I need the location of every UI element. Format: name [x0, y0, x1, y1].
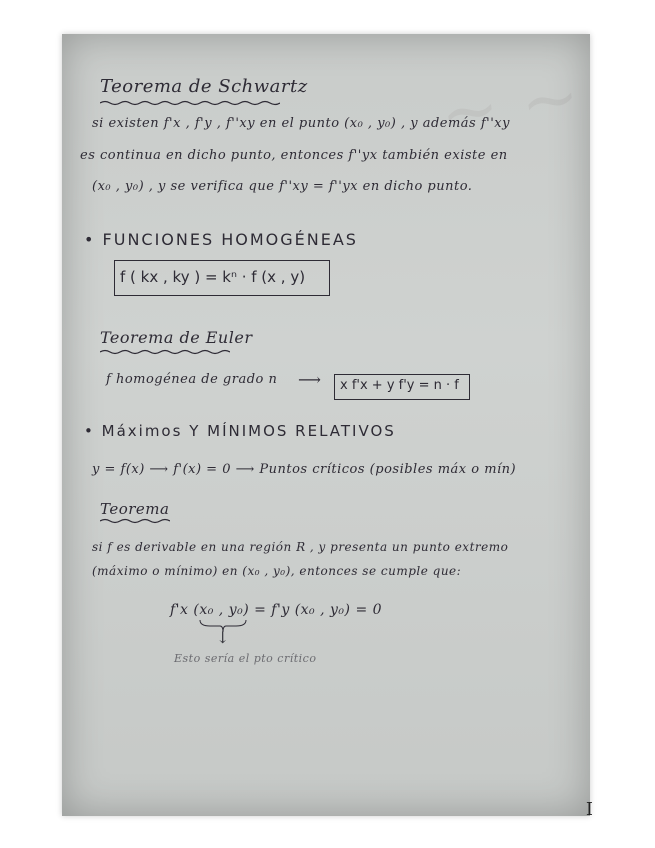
notebook-page — [62, 34, 590, 816]
teorema-title: Teorema — [100, 500, 170, 518]
schwarz-title: Teorema de Schwartz — [100, 76, 308, 97]
euler-formula: x f'x + y f'y = n · f — [340, 378, 459, 393]
down-arrow-icon: ↓ — [216, 628, 230, 647]
euler-title: Teorema de Euler — [100, 328, 253, 347]
page-mark: I — [585, 799, 593, 820]
teorema-line-2: (máximo o mínimo) en (x₀ , y₀), entonces se cumple que: — [92, 564, 462, 578]
maximos-line: y = f(x) ⟶ f'(x) = 0 ⟶ Puntos críticos (posibles máx o mín) — [92, 462, 517, 477]
homogeneas-heading-text: FUNCIONES HOMOGÉNEAS — [102, 230, 358, 249]
critical-point-note: Esto sería el pto crítico — [174, 652, 317, 665]
schwarz-line-1: si existen f'x , f'y , f''xy en el punto (x₀ , y₀) , y además f''xy — [92, 116, 510, 131]
bullet: • — [84, 230, 96, 249]
teorema-line-1: si f es derivable en una región R , y presenta un punto extremo — [92, 540, 509, 554]
euler-underline — [100, 349, 230, 355]
schwarz-line-2: es continua en dicho punto, entonces f''yx también existe en — [80, 148, 508, 163]
bullet: • — [84, 422, 95, 440]
schwarz-line-3: (x₀ , y₀) , y se verifica que f''xy = f''yx en dicho punto. — [92, 179, 473, 194]
maximos-heading — [84, 422, 396, 440]
schwarz-underline — [100, 100, 280, 106]
bleed-through-ink: ~ ~ — [435, 54, 586, 156]
right-arrow-icon: ⟶ — [298, 370, 322, 389]
homogeneas-formula: f ( kx , ky ) = kⁿ · f (x , y) — [120, 268, 306, 286]
euler-statement: f homogénea de grado n — [106, 372, 278, 387]
homogeneas-heading — [84, 230, 358, 249]
teorema-formula: f'x (x₀ , y₀) = f'y (x₀ , y₀) = 0 — [170, 602, 383, 618]
teorema-underline — [100, 518, 170, 524]
maximos-heading-text: Máximos Y MÍNIMOS RELATIVOS — [101, 422, 396, 440]
